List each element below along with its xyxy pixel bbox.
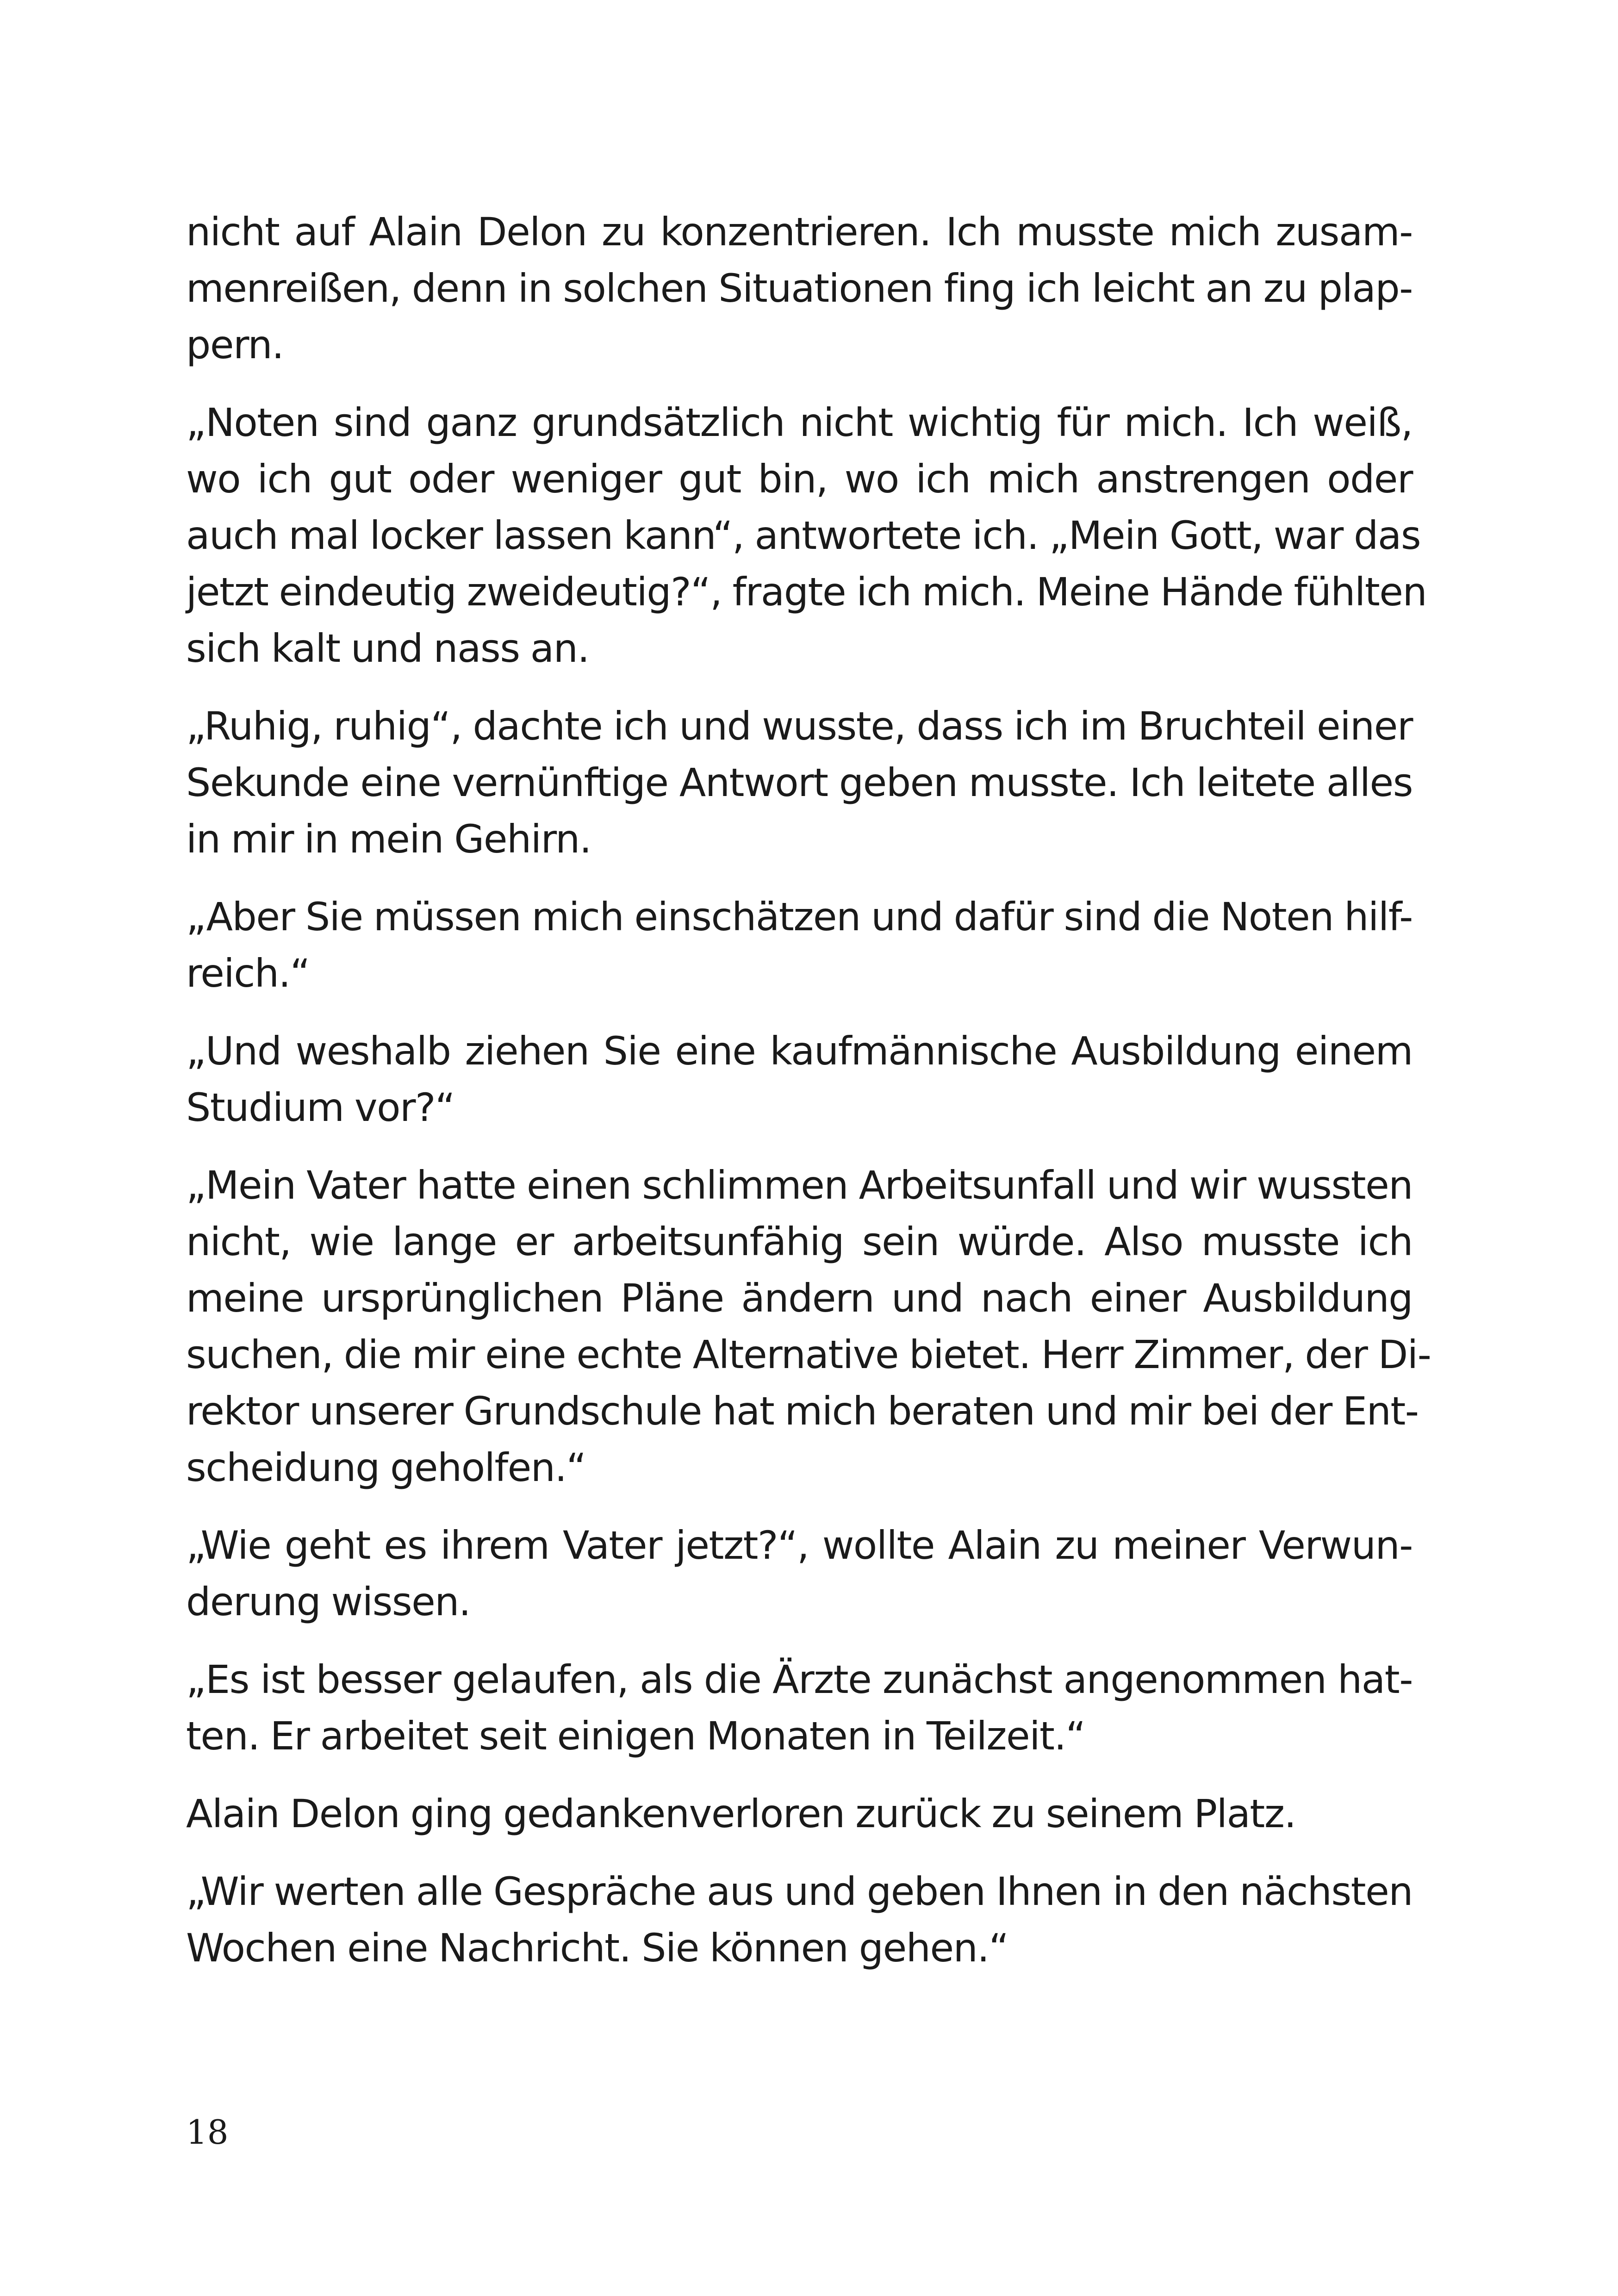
text-line: wo ich gut oder weniger gut bin, wo ich mich anstrengen oder <box>186 456 1413 502</box>
paragraph <box>186 698 1413 867</box>
text-line: Sekunde eine vernünftige Antwort geben musste. Ich leitete alles <box>186 760 1413 805</box>
text-line: „Es ist besser gelaufen, als die Ärzte zunächst angenommen hat- <box>186 1657 1413 1702</box>
text-line: „Und weshalb ziehen Sie eine kaufmännische Ausbildung einem <box>186 1028 1413 1074</box>
paragraph <box>186 1863 1413 1976</box>
page-number: 18 <box>186 2113 229 2152</box>
paragraph <box>186 1786 1413 1842</box>
text-line: ten. Er arbeitet seit einigen Monaten in Teilzeit.“ <box>186 1713 1085 1759</box>
text-line: „Ruhig, ruhig“, dachte ich und wusste, dass ich im Bruchteil einer <box>186 703 1413 749</box>
text-line: Wochen eine Nachricht. Sie können gehen.“ <box>186 1925 1008 1971</box>
text-line: nicht auf Alain Delon zu konzentrieren. Ich musste mich zusam- <box>186 209 1413 255</box>
text-line: scheidung geholfen.“ <box>186 1445 586 1490</box>
text-line: „Wie geht es ihrem Vater jetzt?“, wollte Alain zu meiner Verwun- <box>186 1523 1413 1568</box>
paragraph <box>186 889 1413 1002</box>
text-line: Alain Delon ging gedankenverloren zurück zu seinem Platz. <box>186 1791 1296 1836</box>
text-line: „Wir werten alle Gespräche aus und geben Ihnen in den nächsten <box>186 1869 1413 1914</box>
text-line: reich.“ <box>186 951 310 996</box>
text-line: pern. <box>186 322 284 367</box>
text-line: meine ursprünglichen Pläne ändern und nach einer Ausbildung <box>186 1276 1413 1321</box>
paragraph <box>186 1157 1431 1496</box>
text-line: derung wissen. <box>186 1579 471 1624</box>
text-line: jetzt eindeutig zweideutig?“, fragte ich mich. Meine Hände fühlten <box>186 569 1427 615</box>
text-line: suchen, die mir eine echte Alternative bietet. Herr Zimmer, der Di- <box>186 1332 1431 1377</box>
text-line: „Mein Vater hatte einen schlimmen Arbeitsunfall und wir wussten <box>186 1163 1413 1208</box>
text-line: sich kalt und nass an. <box>186 626 589 671</box>
text-line: in mir in mein Gehirn. <box>186 816 591 862</box>
text-line: Studium vor?“ <box>186 1085 455 1130</box>
text-line: menreißen, denn in solchen Situationen fing ich leicht an zu plap- <box>186 266 1413 311</box>
paragraph <box>186 1651 1413 1764</box>
text-line: „Aber Sie müssen mich einschätzen und dafür sind die Noten hilf- <box>186 894 1413 940</box>
paragraph <box>186 204 1413 373</box>
text-line: rektor unserer Grundschule hat mich beraten und mir bei der Ent- <box>186 1388 1419 1434</box>
text-line: „Noten sind ganz grundsätzlich nicht wichtig für mich. Ich weiß, <box>186 400 1413 445</box>
body-text <box>186 204 1431 1997</box>
paragraph <box>186 1023 1413 1136</box>
text-line: auch mal locker lassen kann“, antwortete ich. „Mein Gott, war das <box>186 513 1421 558</box>
text-line: nicht, wie lange er arbeitsunfähig sein würde. Also musste ich <box>186 1219 1413 1264</box>
paragraph <box>186 394 1427 677</box>
paragraph <box>186 1517 1413 1630</box>
